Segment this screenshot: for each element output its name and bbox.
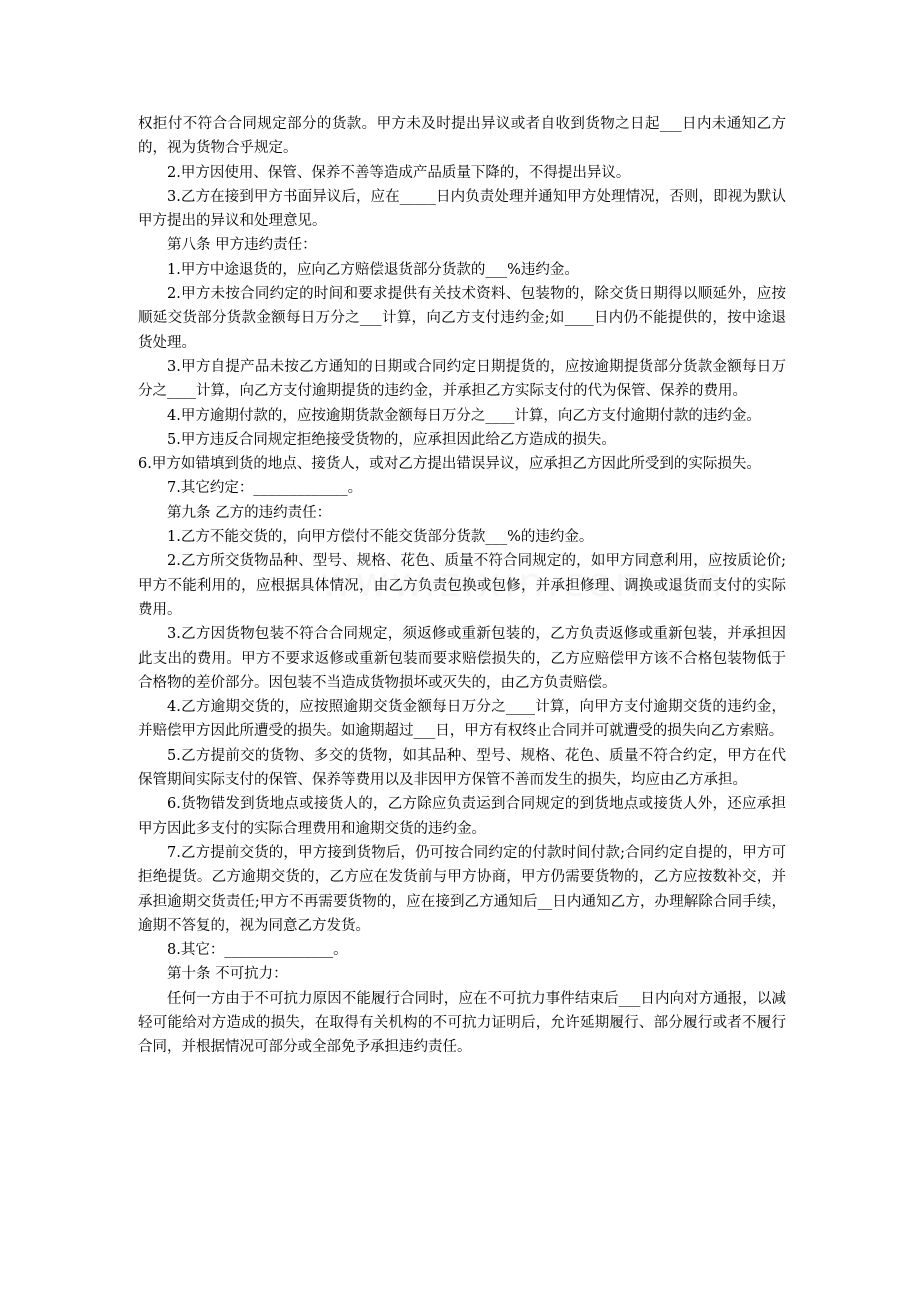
- paragraph-12: 1.乙方不能交货的，向甲方偿付不能交货部分货款___%的违约金。: [167, 529, 594, 546]
- section-heading-9: 第九条 乙方的违约责任：: [167, 504, 332, 521]
- paragraph-7: 4.甲方逾期付款的，应按逾期货款金额每日万分之____计算，向乙方支付逾期付款的违约金。: [167, 407, 761, 424]
- paragraph-10: 7.其它约定：_____________。: [167, 480, 363, 497]
- paragraph-16: 5.乙方提前交的货物、多交的货物，如其品种、型号、规格、花色、质量不符合约定，甲方在代保管期间实际支付的保管、保养等费用以及非因甲方保管不善而发生的损失，均应由乙方承担。: [138, 747, 786, 789]
- paragraph-2: 3.乙方在接到甲方书面异议后，应在_____日内负责处理并通知甲方处理情况，否则，即视为默认甲方提出的异议和处理意见。: [138, 188, 786, 230]
- document-page: [138, 112, 786, 1060]
- paragraph-18: 7.乙方提前交货的，甲方接到货物后，仍可按合同约定的付款时间付款;合同约定自提的，甲方可拒绝提货。乙方逾期交货的，乙方应在发货前与甲方协商，甲方仍需要货物的，乙方应按数补交，并承担逾期交货责任;甲方不再需要货物的，应在接到乙方通知后__日内通知乙方，办理解除合同手续，逾期不答复的，视为同意乙方发货。: [138, 844, 786, 934]
- paragraph-9: 6.甲方如错填到货的地点、接货人，或对乙方提出错误异议，应承担乙方因此所受到的实际损失。: [138, 456, 761, 473]
- paragraph-1: 2.甲方因使用、保管、保养不善等造成产品质量下降的，不得提出异议。: [167, 164, 631, 181]
- paragraph-13: 2.乙方所交货物品种、型号、规格、花色、质量不符合同规定的，如甲方同意利用，应按质论价;甲方不能利用的，应根据具体情况，由乙方负责包换或包修，并承担修理、调换或退货而支付的实际费用。: [138, 553, 786, 618]
- paragraph-19: 8.其它：_______________。: [167, 942, 348, 959]
- section-heading-8: 第八条 甲方违约责任：: [167, 237, 317, 254]
- paragraph-15: 4.乙方逾期交货的，应按照逾期交货金额每日万分之____计算，向甲方支付逾期交货的违约金，并赔偿甲方因此所遭受的损失。如逾期超过___日，甲方有权终止合同并可就遭受的损失向乙方索赔。: [138, 699, 786, 740]
- section-heading-10: 第十条 不可抗力：: [167, 966, 288, 983]
- paragraph-17: 6.货物错发到货地点或接货人的，乙方除应负责运到合同规定的到货地点或接货人外，还应承担甲方因此多支付的实际合理费用和逾期交货的违约金。: [138, 796, 786, 837]
- paragraph-4: 1.甲方中途退货的，应向乙方赔偿退货部分货款的___%违约金。: [167, 261, 579, 278]
- paragraph-6: 3.甲方自提产品未按乙方通知的日期或合同约定日期提货的，应按逾期提货部分货款金额每日万分之____计算，向乙方支付逾期提货的违约金，并承担乙方实际支付的代为保管、保养的费用。: [138, 358, 786, 400]
- paragraph-5: 2.甲方未按合同约定的时间和要求提供有关技术资料、包装物的，除交货日期得以顺延外，应按顺延交货部分货款金额每日万分之___计算，向乙方支付违约金;如____日内仍不能提供的，按中途退货处理。: [138, 286, 786, 351]
- paragraph-14: 3.乙方因货物包装不符合合同规定，须返修或重新包装的，乙方负责返修或重新包装，并承担因此支出的费用。甲方不要求返修或重新包装而要求赔偿损失的，乙方应赔偿甲方该不合格包装物低于合格物的差价部分。因包装不当造成货物损坏或灭失的，由乙方负责赔偿。: [138, 626, 786, 691]
- paragraph-0: 权拒付不符合合同规定部分的货款。甲方未及时提出异议或者自收到货物之日起___日内未通知乙方的，视为货物合乎规定。: [138, 116, 786, 157]
- paragraph-21: 任何一方由于不可抗力原因不能履行合同时，应在不可抗力事件结束后___日内向对方通报，以减轻可能给对方造成的损失，在取得有关机构的不可抗力证明后，允许延期履行、部分履行或者不履行合同，并根据情况可部分或全部免予承担违约责任。: [138, 990, 786, 1056]
- paragraph-8: 5.甲方违反合同规定拒绝接受货物的，应承担因此给乙方造成的损失。: [167, 431, 616, 448]
